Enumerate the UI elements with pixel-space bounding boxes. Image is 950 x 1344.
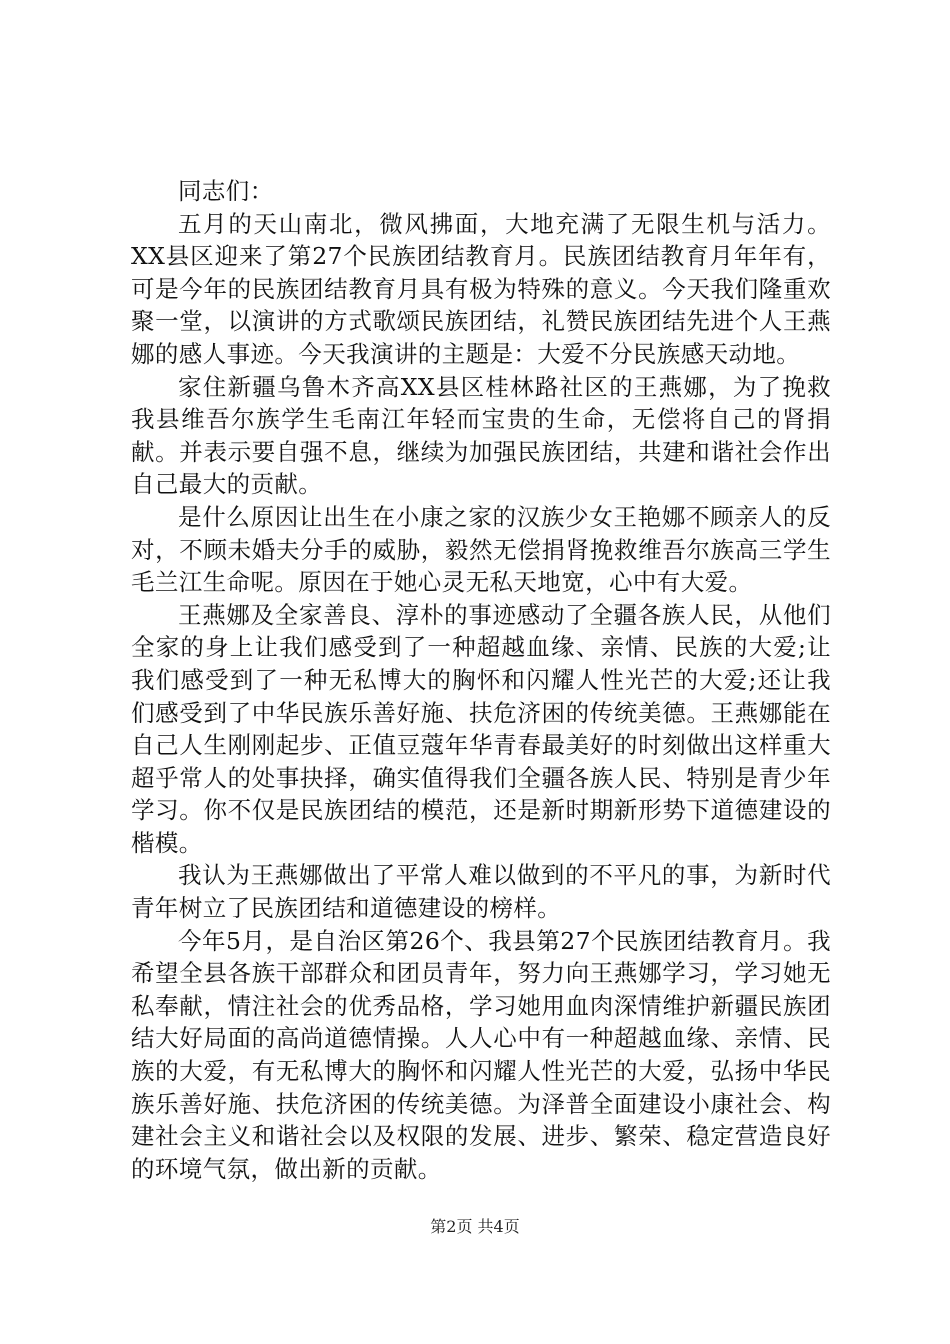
document-body (131, 175, 831, 1185)
salutation: 同志们： (178, 177, 274, 205)
paragraph-2: 家住新疆乌鲁木齐高XX县区桂林路社区的王燕娜，为了挽救我县维吾尔族学生毛南江年轻而宝贵的生命，无偿将自己的肾捐献。并表示要自强不息，继续为加强民族团结，共建和谐社会作出自己最大的贡献。 (131, 372, 831, 499)
paragraph-6: 今年5月，是自治区第26个、我县第27个民族团结教育月。我希望全县各族干部群众和团员青年，努力向王燕娜学习，学习她无私奉献，情注社会的优秀品格，学习她用血肉深情维护新疆民族团结大好局面的高尚道德情操。人人心中有一种超越血缘、亲情、民族的大爱，有无私博大的胸怀和闪耀人性光芒的大爱，弘扬中华民族乐善好施、扶危济困的传统美德。为泽普全面建设小康社会、构建社会主义和谐社会以及权限的发展、进步、繁荣、稳定营造良好的环境气氛，做出新的贡献。 (131, 926, 831, 1183)
paragraph-4: 王燕娜及全家善良、淳朴的事迹感动了全疆各族人民，从他们全家的身上让我们感受到了一种超越血缘、亲情、民族的大爱;让我们感受到了一种无私博大的胸怀和闪耀人性光芒的大爱;还让我们感受到了中华民族乐善好施、扶危济困的传统美德。王燕娜能在自己人生刚刚起步、正值豆蔻年华青春最美好的时刻做出这样重大超乎常人的处事抉择，确实值得我们全疆各族人民、特别是青少年学习。你不仅是民族团结的模范，还是新时期新形势下道德建设的楷模。 (131, 600, 831, 857)
page-number-footer: 第2页 共4页 (430, 1217, 520, 1236)
paragraph-1: 五月的天山南北，微风拂面，大地充满了无限生机与活力。XX县区迎来了第27个民族团结教育月。民族团结教育月年年有，可是今年的民族团结教育月具有极为特殊的意义。今天我们隆重欢聚一堂，以演讲的方式歌颂民族团结，礼赞民族团结先进个人王燕娜的感人事迹。今天我演讲的主题是：大爱不分民族感天动地。 (131, 209, 831, 368)
paragraph-3: 是什么原因让出生在小康之家的汉族少女王艳娜不顾亲人的反对，不顾未婚夫分手的威胁，毅然无偿捐肾挽救维吾尔族高三学生毛兰江生命呢。原因在于她心灵无私天地宽，心中有大爱。 (131, 502, 831, 597)
paragraph-5: 我认为王燕娜做出了平常人难以做到的不平凡的事，为新时代青年树立了民族团结和道德建设的榜样。 (131, 861, 831, 923)
